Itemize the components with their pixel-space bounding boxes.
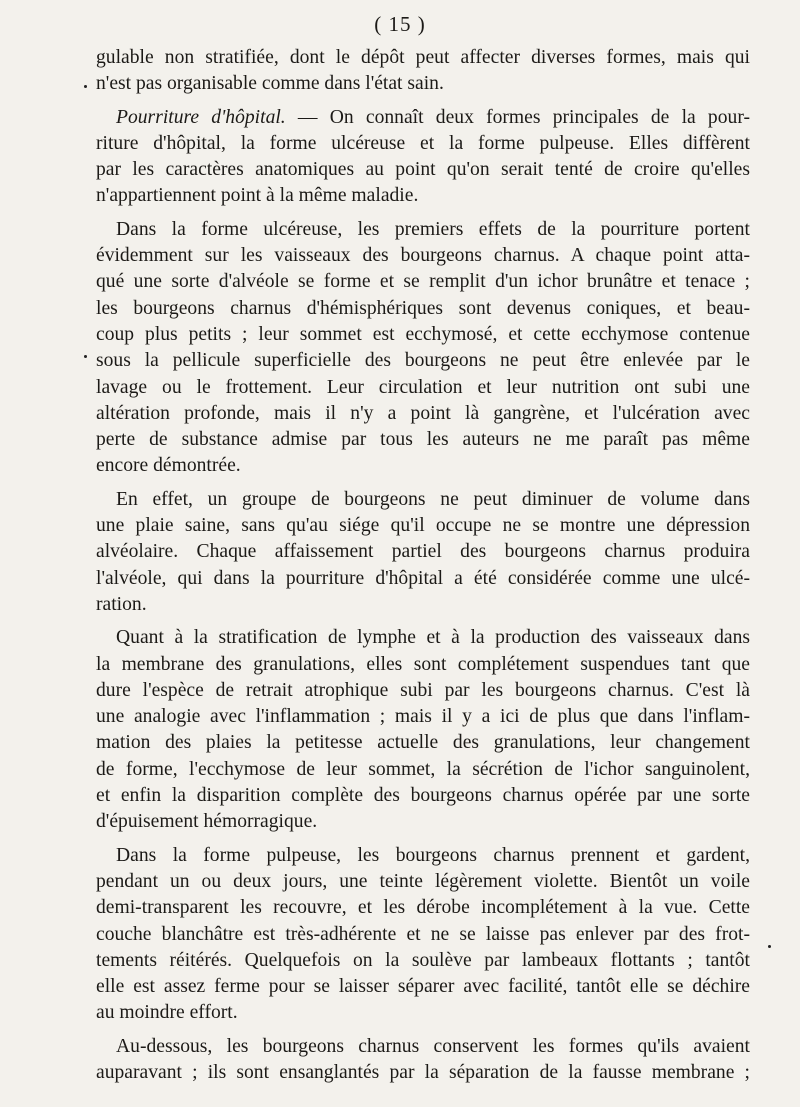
text-line: Dans la forme ulcéreuse, les premiers effets de la pourriture portent <box>116 218 750 240</box>
text-line: encore démontrée. <box>96 455 241 477</box>
text-line: perte de substance admise par tous les auteurs ne me paraît pas même <box>96 429 750 451</box>
text-line: n'est pas organisable comme dans l'état sain. <box>96 73 444 95</box>
text-line: mation des plaies la petitesse actuelle des granulations, leur changement <box>96 732 750 754</box>
text-line: alvéolaire. Chaque affaissement partiel des bourgeons charnus produira <box>96 541 750 563</box>
text-line: l'alvéole, qui dans la pourriture d'hôpital a été considérée comme une ulcé- <box>96 567 750 589</box>
text-line: une plaie saine, sans qu'au siége qu'il occupe ne se montre une dépression <box>96 515 750 537</box>
paragraph-6 <box>96 843 750 1027</box>
text-line: gulable non stratifiée, dont le dépôt peut affecter diverses formes, mais qui <box>96 47 750 68</box>
text-line: couche blanchâtre est très-adhérente et ne se laisse pas enlever par des frot- <box>96 923 750 945</box>
text-line: d'épuisement hémorragique. <box>96 811 318 833</box>
paragraph-2 <box>96 105 750 210</box>
text-line: au moindre effort. <box>96 1002 238 1024</box>
margin-speck <box>84 355 87 358</box>
text-line <box>96 105 750 131</box>
text-line: les bourgeons charnus d'hémisphériques sont devenus coniques, et beau- <box>96 297 750 319</box>
text-line: n'appartiennent point à la même maladie. <box>96 185 419 207</box>
text-line: riture d'hôpital, la forme ulcéreuse et la forme pulpeuse. Elles diffèrent <box>96 132 750 154</box>
body-text <box>96 45 750 1093</box>
text-line: évidemment sur les vaisseaux des bourgeons charnus. A chaque point atta- <box>96 245 750 267</box>
paragraph-3 <box>96 217 750 480</box>
text-line: par les caractères anatomiques au point qu'on serait tenté de croire qu'elles <box>96 159 750 181</box>
text-line: altération profonde, mais il n'y a point là gangrène, et l'ulcération avec <box>96 402 750 424</box>
text-line: dure l'espèce de retrait atrophique subi par les bourgeons charnus. C'est là <box>96 679 750 701</box>
text-line: ration. <box>96 593 147 615</box>
text-line: la membrane des granulations, elles sont complétement suspendues tant que <box>96 653 750 675</box>
margin-speck <box>768 945 771 948</box>
text-line: En effet, un groupe de bourgeons ne peut diminuer de volume dans <box>116 488 750 510</box>
text-line: qué une sorte d'alvéole se forme et se remplit d'un ichor brunâtre et tenace ; <box>96 271 750 293</box>
margin-speck <box>84 85 87 88</box>
text-line: Au-dessous, les bourgeons charnus conservent les formes qu'ils avaient <box>116 1035 750 1057</box>
paragraph-4 <box>96 487 750 618</box>
text-line: elle est assez ferme pour se laisser séparer avec facilité, tantôt elle se déchire <box>96 976 750 998</box>
paragraph-5 <box>96 625 750 835</box>
text-line: et enfin la disparition complète des bourgeons charnus opérée par une sorte <box>96 785 750 807</box>
paragraph-7 <box>96 1034 750 1087</box>
page-number: ( 15 ) <box>374 12 426 36</box>
text-line: une analogie avec l'inflammation ; mais il y a ici de plus que dans l'inflam- <box>96 706 750 728</box>
text-line: demi-transparent les recouvre, et les dérobe incomplétement à la vue. Cette <box>96 897 750 919</box>
text-line: auparavant ; ils sont ensanglantés par la séparation de la fausse membrane ; <box>96 1061 750 1083</box>
section-heading: Pourriture d'hôpital. <box>116 106 286 128</box>
text-line: de forme, l'ecchymose de leur sommet, la sécrétion de l'ichor sanguinolent, <box>96 758 750 780</box>
heading-continuation: — On connaît deux formes principales de la pour- <box>285 106 750 128</box>
text-line: tements réitérés. Quelquefois on la soulève par lambeaux flottants ; tantôt <box>96 949 750 971</box>
text-line: pendant un ou deux jours, une teinte légèrement violette. Bientôt un voile <box>96 870 750 892</box>
text-line: lavage ou le frottement. Leur circulation et leur nutrition ont subi une <box>96 376 750 398</box>
text-line: Dans la forme pulpeuse, les bourgeons charnus prennent et gardent, <box>116 844 750 866</box>
paragraph-1 <box>96 45 750 98</box>
text-line: coup plus petits ; leur sommet est ecchymosé, et cette ecchymose contenue <box>96 323 750 345</box>
text-line: sous la pellicule superficielle des bourgeons ne peut être enlevée par le <box>96 350 750 372</box>
text-line: Quant à la stratification de lymphe et à la production des vaisseaux dans <box>116 627 750 649</box>
